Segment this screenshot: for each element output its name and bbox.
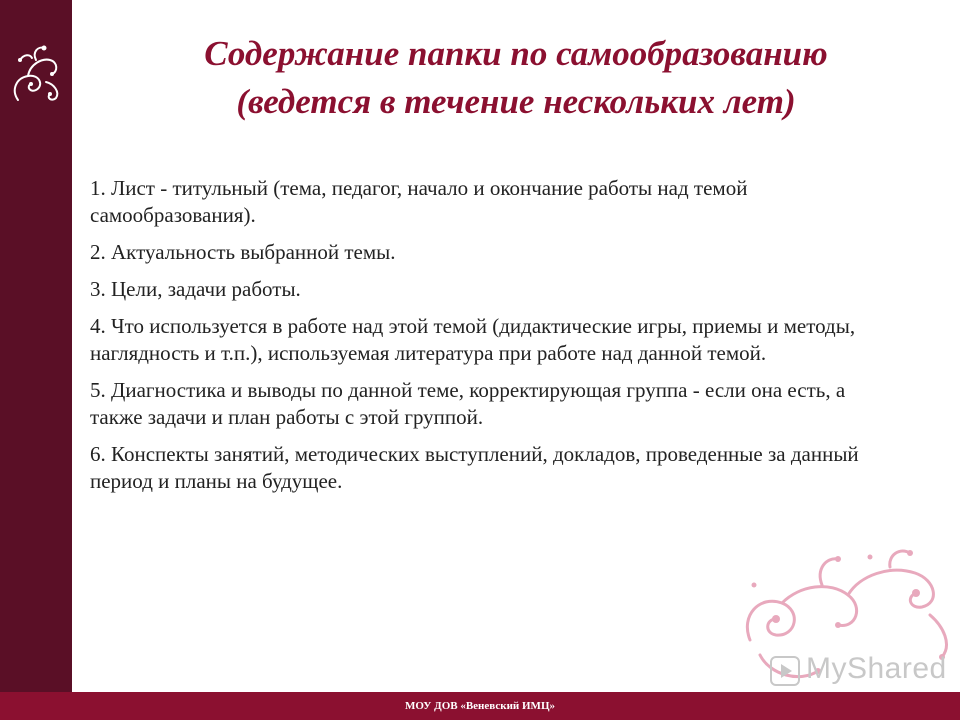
play-logo-icon xyxy=(770,656,800,686)
sidebar-band xyxy=(0,0,72,720)
list-item: 2. Актуальность выбранной темы. xyxy=(90,240,396,264)
content-list xyxy=(90,175,890,505)
flourish-ornament-icon xyxy=(6,40,66,110)
footer-text: МОУ ДОВ «Веневский ИМЦ» xyxy=(404,700,555,712)
title-line-1: Содержание папки по самообразованию xyxy=(204,34,828,73)
list-item: 6. Конспекты занятий, методических выступлений, докладов, проведенные за данный период и планы на будущее. xyxy=(90,442,859,493)
slide-title xyxy=(72,30,960,126)
list-item: 5. Диагностика и выводы по данной теме, корректирующая группа - если она есть, а также задачи и план работы с этой группой. xyxy=(90,378,846,429)
list-item: 1. Лист - титульный (тема, педагог, начало и окончание работы над темой самообразования). xyxy=(90,176,748,227)
title-line-2: (ведется в течение нескольких лет) xyxy=(236,82,796,121)
watermark-label: MyShared xyxy=(806,652,947,685)
footer-bar xyxy=(0,692,960,720)
list-item: 3. Цели, задачи работы. xyxy=(90,277,301,301)
watermark-text xyxy=(806,652,947,686)
list-item: 4. Что используется в работе над этой темой (дидактические игры, приемы и методы, наглядность и т.п.), используемая литература при работе над данной темой. xyxy=(90,314,856,365)
